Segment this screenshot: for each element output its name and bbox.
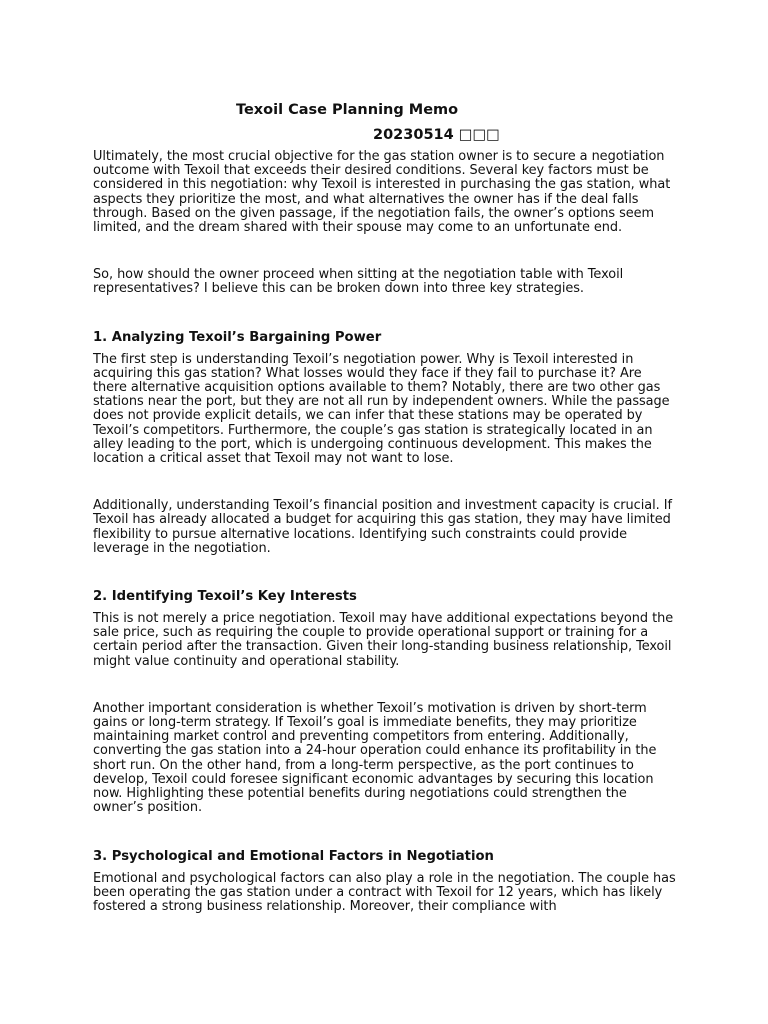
intro-paragraph-1: Ultimately, the most crucial objective for the gas station owner is to secure a negotiation outcome with Texoil that exceeds their desired conditions. Several key factors must be considered in this negotiation: why Texoil is interested in purchasing the gas station, what aspects they prioritize the most, and what alternatives the owner has if the deal falls through. Based on the given passage, if the negotiation fails, the owner’s options seem limited, and the dream shared with their spouse may come to an unfortunate end. [93,149,671,236]
paragraph-spacer [93,669,678,702]
paragraph-spacer [93,297,678,330]
intro-paragraph-2: So, how should the owner proceed when sitting at the negotiation table with Texoil representatives? I believe this can be broken down into three key strategies. [93,267,624,297]
paragraph-spacer [93,816,678,849]
section-3-heading: 3. Psychological and Emotional Factors in Negotiation [93,848,494,864]
section-2-paragraph-2: Another important consideration is whether Texoil’s motivation is driven by short-term gains or long-term strategy. If Texoil’s goal is immediate benefits, they may prioritize maintaining market control and preventing competitors from entering. Additionally, converting the gas station into a 24-hour operation could enhance its profitability in the short run. On the other hand, from a long-term perspective, as the port continues to develop, Texoil could foresee significant economic advantages by securing this location now. Highlighting these potential benefits during negotiations could strengthen the owner’s position. [93,700,657,816]
memo-dateline: 20230514 □□□ [373,127,500,143]
paragraph-spacer [93,466,678,499]
memo-page [93,100,678,914]
memo-title: Texoil Case Planning Memo [236,102,459,118]
section-1-paragraph-2: Additionally, understanding Texoil’s financial position and investment capacity is crucial. If Texoil has already allocated a budget for acquiring this gas station, they may have limited flexibility to pursue alternative locations. Identifying such constraints could provide leverage in the negotiation. [93,498,672,556]
section-3-paragraph-1: Emotional and psychological factors can also play a role in the negotiation. The couple has been operating the gas station under a contract with Texoil for 12 years, which has likely fostered a strong business relationship. Moreover, their compliance with [93,870,676,914]
section-1-paragraph-1: The first step is understanding Texoil’s negotiation power. Why is Texoil interested in acquiring this gas station? What losses would they face if they fail to purchase it? Are there alternative acquisition options available to them? Notably, there are two other gas stations near the port, but they are not all run by independent owners. While the passage does not provide explicit details, we can infer that these stations may be operated by Texoil’s competitors. Furthermore, the couple’s gas station is strategically located in an alley leading to the port, which is undergoing continuous development. This makes the location a critical asset that Texoil may not want to lose. [93,351,670,467]
section-2-heading: 2. Identifying Texoil’s Key Interests [93,589,357,605]
paragraph-spacer [93,235,678,268]
section-2-paragraph-1: This is not merely a price negotiation. Texoil may have additional expectations beyond the sale price, such as requiring the couple to provide operational support or training for a certain period after the transaction. Given their long-standing business relationship, Texoil might value continuity and operational stability. [93,611,674,669]
paragraph-spacer [93,556,678,589]
section-1-heading: 1. Analyzing Texoil’s Bargaining Power [93,329,382,345]
